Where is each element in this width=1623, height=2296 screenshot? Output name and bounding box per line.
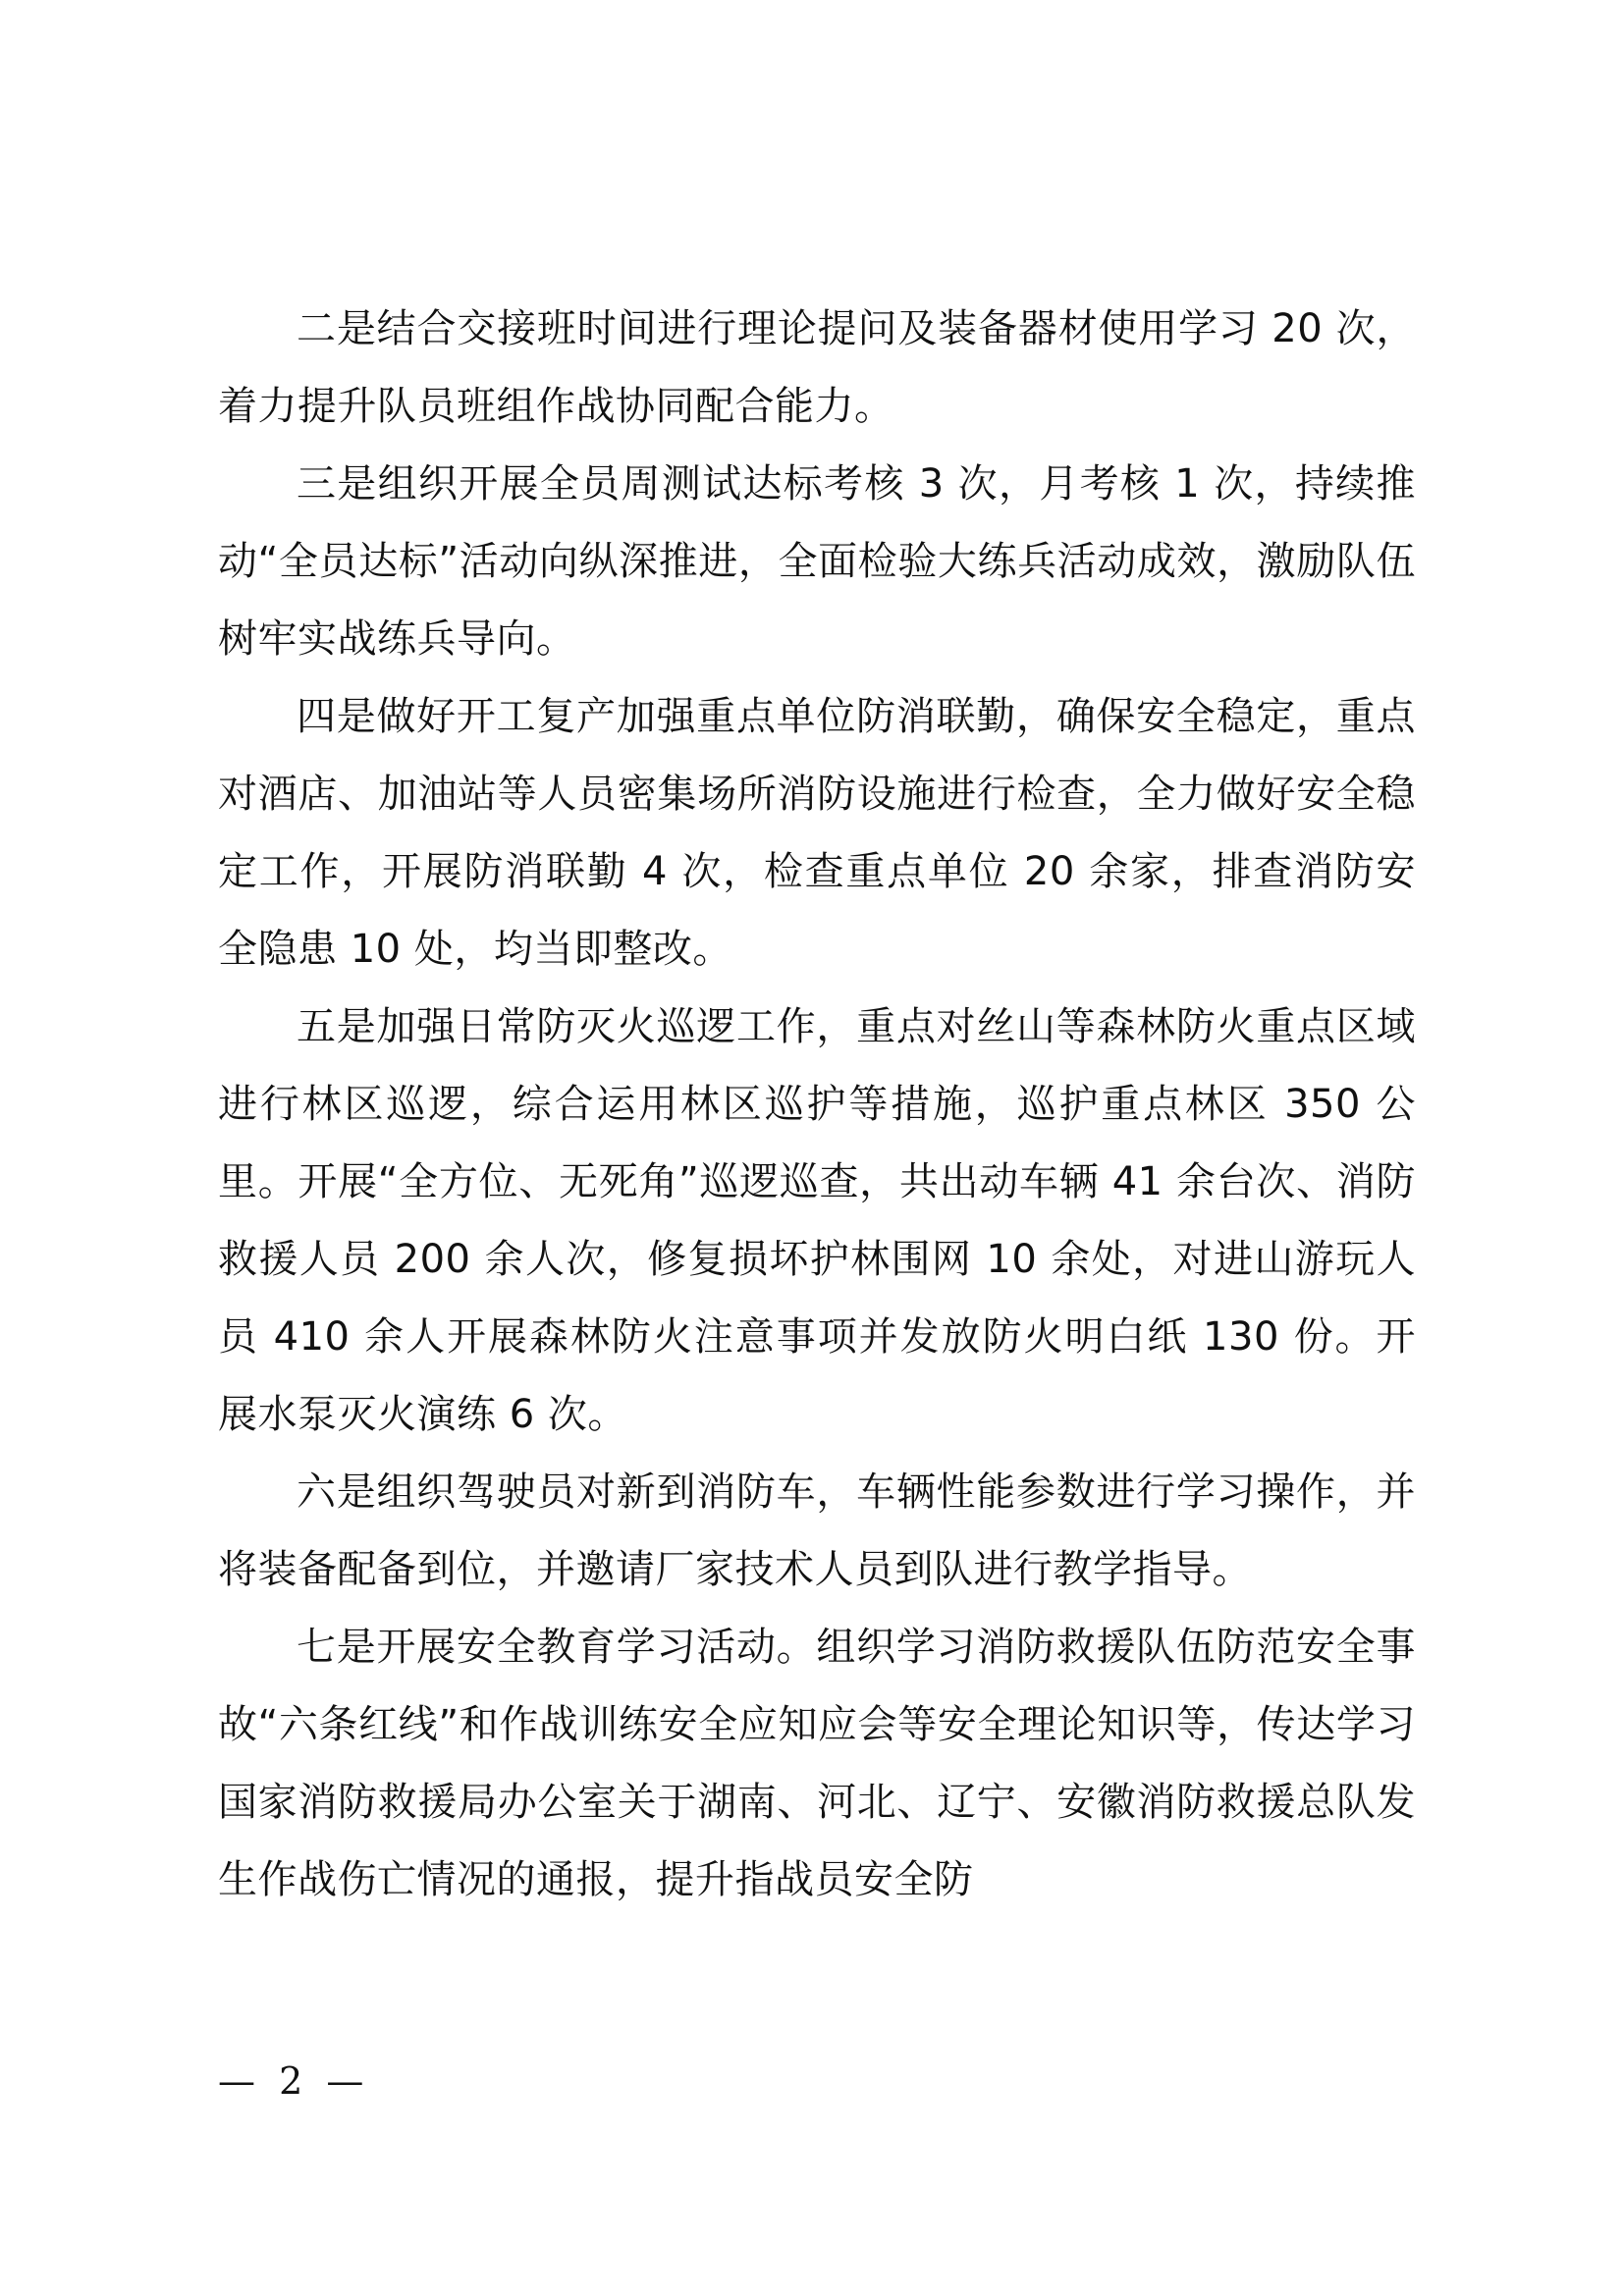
paragraph-6: 六是组织驾驶员对新到消防车，车辆性能参数进行学习操作，并将装备配备到位，并邀请厂家技术人员到队进行教学指导。 xyxy=(218,1469,1416,1592)
paragraph-3: 三是组织开展全员周测试达标考核 3 次，月考核 1 次，持续推动“全员达标”活动向纵深推进，全面检验大练兵活动成效，激励队伍树牢实战练兵导向。 xyxy=(218,461,1416,662)
paragraph-4: 四是做好开工复产加强重点单位防消联勤，确保安全稳定，重点对酒店、加油站等人员密集场所消防设施进行检查，全力做好安全稳定工作，开展防消联勤 4 次，检查重点单位 20 余家，排查消防安全隐患 10 处，均当即整改。 xyxy=(218,694,1416,972)
paragraph-5: 五是加强日常防灭火巡逻工作，重点对丝山等森林防火重点区域进行林区巡逻，综合运用林区巡护等措施，巡护重点林区 350 公里。开展“全方位、无死角”巡逻巡查，共出动车辆 41 余台次、消防救援人员 200 余人次，修复损坏护林围网 10 余处，对进山游玩人员 410 余人开展森林防火注意事项并发放防火明白纸 130 份。开展水泵灭火演练 6 次。 xyxy=(218,1004,1416,1437)
document-body xyxy=(218,291,1416,1919)
paragraph-2: 二是结合交接班时间进行理论提问及装备器材使用学习 20 次，着力提升队员班组作战协同配合能力。 xyxy=(218,306,1416,429)
paragraph-7: 七是开展安全教育学习活动。组织学习消防救援队伍防范安全事故“六条红线”和作战训练安全应知应会等安全理论知识等，传达学习国家消防救援局办公室关于湖南、河北、辽宁、安徽消防救援总队发生作战伤亡情况的通报，提升指战员安全防 xyxy=(218,1625,1416,1902)
page-number: — 2 — xyxy=(218,2059,370,2103)
